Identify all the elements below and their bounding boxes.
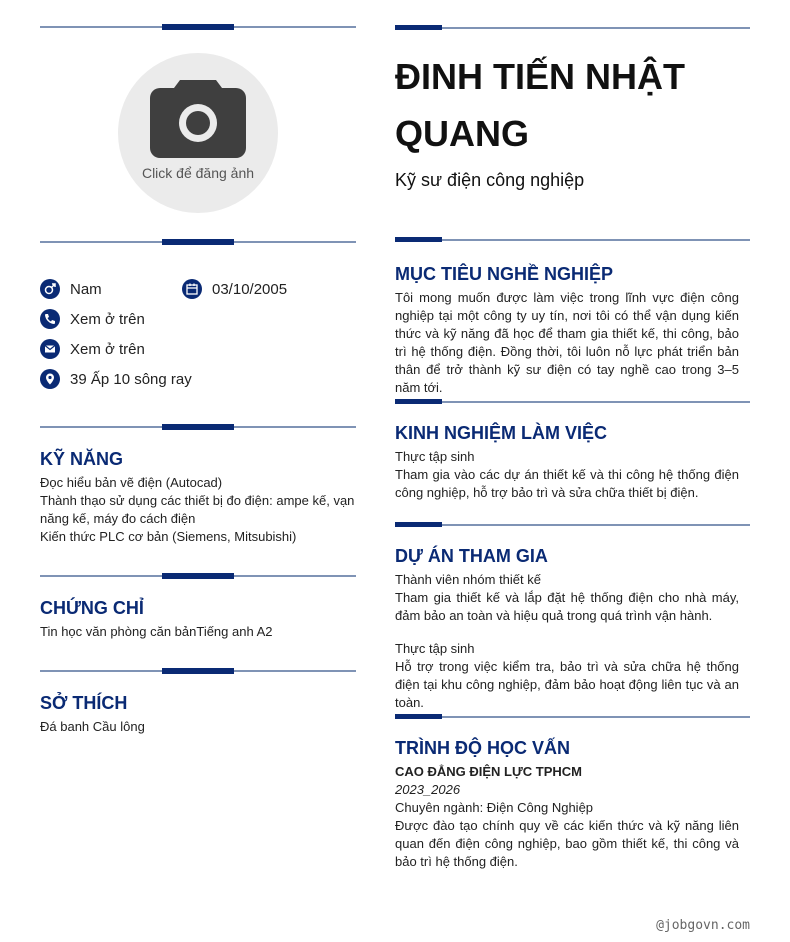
divider [40,24,356,30]
certificates-text: Tin học văn phòng căn bảnTiếng anh A2 [40,624,273,639]
divider [395,714,750,719]
phone-icon [40,309,60,329]
project-description: Tham gia thiết kế và lắp đặt hệ thống điện cho nhà máy, đảm bảo an toàn và hiệu quả trong quá trình vận hành. [395,590,739,623]
experience-position: Thực tập sinh [395,449,475,464]
gender-value: Nam [70,280,102,298]
divider [40,668,356,674]
divider [395,522,750,527]
education-major: Chuyên ngành: Điện Công Nghiệp [395,800,594,815]
education-school: CAO ĐẲNG ĐIỆN LỰC TPHCM [395,764,583,779]
photo-caption: Click để đăng ảnh [141,165,255,181]
phone-row [40,309,145,329]
calendar-icon [182,279,202,299]
education-description: Được đào tạo chính quy về các kiến thức và kỹ năng liên quan đến điện công nghiệp, bao gồm thiết kế, thi công và bảo trì hệ thống điện. [395,818,739,869]
divider [40,239,356,245]
address-value: 39 Ấp 10 sông ray [70,370,192,388]
email-row [40,339,145,359]
gender-row [40,279,102,299]
candidate-role: Kỹ sư điện công nghiệp [395,170,585,190]
skills-title: KỸ NĂNG [40,449,124,469]
email-icon [40,339,60,359]
project-role: Thực tập sinh [395,641,475,656]
projects-title: DỰ ÁN THAM GIA [395,546,548,566]
divider [395,25,750,30]
project-item [395,571,739,625]
divider [40,424,356,430]
education-period: 2023_2026 [395,782,461,797]
skill-item: Thành thạo sử dụng các thiết bị đo điện: ampe kế, vạn năng kế, máy đo cách điện [40,493,355,526]
location-icon [40,369,60,389]
address-row [40,369,192,389]
objective-text: Tôi mong muốn được làm việc trong lĩnh vực điện công nghiệp tại một công ty uy tín, nơi tôi có thể vận dụng kiến thức và kỹ năng đã học để tham gia thiết kế, thi công, bảo trì hệ thống điện. Đồng thời, tôi luôn nỗ lực phát triển bản thân để trở thành kỹ sư điện có tay nghề cao trong 3–5 năm tới. [395,290,739,395]
avatar-upload[interactable] [118,53,278,213]
skill-item: Đọc hiểu bản vẽ điện (Autocad) [40,475,223,490]
candidate-name: ĐINH TIẾN NHẬT QUANG [395,56,685,154]
divider [395,399,750,404]
objective-title: MỤC TIÊU NGHỀ NGHIỆP [395,264,614,284]
education-block [395,763,739,871]
skill-item: Kiến thức PLC cơ bản (Siemens, Mitsubishi) [40,529,297,544]
project-role: Thành viên nhóm thiết kế [395,572,541,587]
camera-icon [150,76,246,160]
certificates-title: CHỨNG CHỈ [40,598,144,618]
divider [395,237,750,242]
experience-description: Tham gia vào các dự án thiết kế và thi công hệ thống điện công nghiệp, hỗ trợ bảo trì và sửa chữa thiết bị điện. [395,467,739,500]
birthdate-value: 03/10/2005 [212,280,288,298]
gender-icon [40,279,60,299]
divider [40,573,356,579]
hobbies-text: Đá banh Cầu lông [40,719,145,734]
project-item [395,640,739,712]
experience-title: KINH NGHIỆM LÀM VIỆC [395,423,608,443]
phone-value: Xem ở trên [70,310,145,328]
education-title: TRÌNH ĐỘ HỌC VẤN [395,738,570,758]
birthdate-row [182,279,287,299]
hobbies-title: SỞ THÍCH [40,693,128,713]
skills-list [40,474,356,546]
watermark: @jobgovn.com [656,918,750,933]
project-description: Hỗ trợ trong việc kiểm tra, bảo trì và sửa chữa hệ thống điện tại khu công nghiệp, đảm bảo hoạt động liên tục và an toàn. [395,659,739,710]
email-value: Xem ở trên [70,340,145,358]
experience-block [395,448,739,502]
